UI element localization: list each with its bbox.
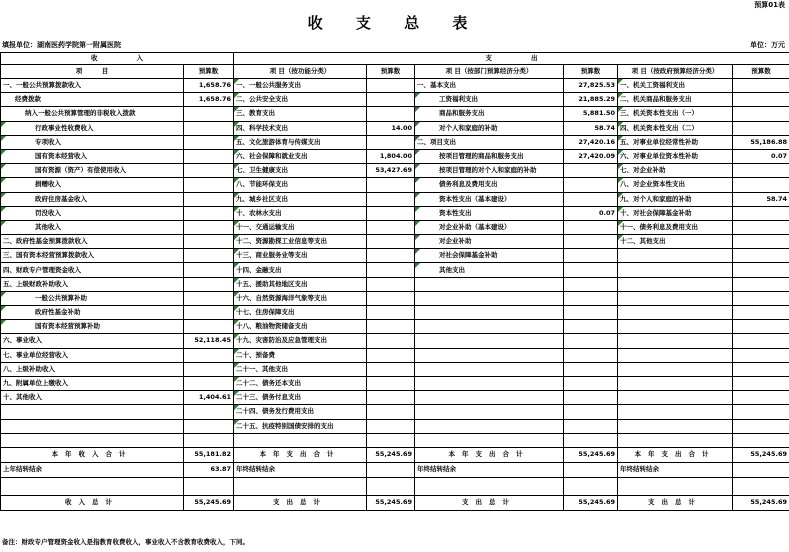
dept-item (415, 306, 564, 320)
income-item: 七、事业单位经营收入 (1, 348, 184, 362)
func-item: 十二、资源勘探工业信息等支出 (234, 235, 367, 249)
income-item: 国有资源（资产）有偿使用收入 (1, 164, 184, 178)
gov-budget (733, 334, 789, 348)
table-row (1, 135, 789, 149)
func-budget (367, 220, 415, 234)
income-budget (184, 178, 234, 192)
col-budget-dept: 预算数 (564, 65, 618, 79)
income-budget (184, 419, 234, 433)
func-item: 十五、援助其他地区支出 (234, 277, 367, 291)
dept-item (415, 419, 564, 433)
gov-item: 十一、债务利息及费用支出 (618, 220, 733, 234)
table-row (1, 164, 789, 178)
dept-item (415, 391, 564, 405)
dept-budget (564, 433, 618, 447)
table-row (1, 362, 789, 376)
income-budget (184, 291, 234, 305)
table-row (1, 235, 789, 249)
func-budget (367, 79, 415, 93)
gov-budget (733, 291, 789, 305)
expense-total-label-3: 支出总计 (618, 495, 733, 510)
func-budget (367, 192, 415, 206)
year-income-value: 55,181.82 (184, 447, 234, 462)
dept-budget (564, 376, 618, 390)
col-budget-gov: 预算数 (733, 65, 789, 79)
income-budget (184, 320, 234, 334)
income-budget (184, 433, 234, 447)
income-item: 八、上级补助收入 (1, 362, 184, 376)
reporting-unit: 填报单位：湖南医药学院第一附属医院 (2, 41, 121, 49)
income-budget (184, 107, 234, 121)
gov-budget (733, 277, 789, 291)
expense-total-value-2: 55,245.69 (564, 495, 618, 510)
table-row (1, 334, 789, 348)
func-item: 三、教育支出 (234, 107, 367, 121)
func-item: 四、科学技术支出 (234, 121, 367, 135)
table-row (1, 220, 789, 234)
dept-budget (564, 277, 618, 291)
gov-item: 一、机关工资福利支出 (618, 79, 733, 93)
dept-budget (564, 164, 618, 178)
dept-item: 资本性支出 (415, 206, 564, 220)
year-total-row (1, 447, 789, 462)
gov-item: 十二、其他支出 (618, 235, 733, 249)
table-row (1, 419, 789, 433)
table-row (1, 348, 789, 362)
income-item: 四、财政专户管理资金收入 (1, 263, 184, 277)
func-item: 二十二、债务还本支出 (234, 376, 367, 390)
func-budget (367, 391, 415, 405)
income-budget (184, 192, 234, 206)
income-item: 其他收入 (1, 220, 184, 234)
income-budget (184, 220, 234, 234)
year-expense-label-2: 本年支出合计 (415, 447, 564, 462)
func-budget (367, 291, 415, 305)
year-expense-value-2: 55,245.69 (564, 447, 618, 462)
dept-budget (564, 178, 618, 192)
table-row (1, 263, 789, 277)
income-item: 一般公共预算补助 (1, 291, 184, 305)
dept-item (415, 277, 564, 291)
gov-item (618, 249, 733, 263)
income-item: 罚没收入 (1, 206, 184, 220)
func-budget (367, 93, 415, 107)
col-item: 项 目 (1, 65, 184, 79)
gov-budget (733, 178, 789, 192)
func-budget (367, 263, 415, 277)
dept-budget (564, 220, 618, 234)
dept-budget (564, 391, 618, 405)
func-budget (367, 405, 415, 419)
col-func-item: 项 目（按功能分类） (234, 65, 367, 79)
gov-budget (733, 391, 789, 405)
func-budget (367, 334, 415, 348)
income-item: 十、其他收入 (1, 391, 184, 405)
gov-budget (733, 235, 789, 249)
expense-header: 支 出 (234, 53, 789, 65)
income-budget: 1,404.61 (184, 391, 234, 405)
gov-budget (733, 405, 789, 419)
table-row (1, 93, 789, 107)
income-item: 二、政府性基金预算拨款收入 (1, 235, 184, 249)
dept-item (415, 433, 564, 447)
income-budget (184, 348, 234, 362)
dept-budget (564, 405, 618, 419)
dept-budget (564, 348, 618, 362)
gov-item (618, 433, 733, 447)
func-item: 十八、粮油物资储备支出 (234, 320, 367, 334)
income-item: 三、国有资本经营预算拨款收入 (1, 249, 184, 263)
gov-budget: 55,186.88 (733, 135, 789, 149)
func-item: 十三、商业服务业等支出 (234, 249, 367, 263)
income-budget: 1,658.76 (184, 93, 234, 107)
table-row (1, 391, 789, 405)
income-budget (184, 235, 234, 249)
carry-in-label: 上年结转结余 (1, 462, 184, 477)
func-budget (367, 178, 415, 192)
income-budget (184, 249, 234, 263)
income-item (1, 433, 184, 447)
gov-budget: 58.74 (733, 192, 789, 206)
func-budget: 14.00 (367, 121, 415, 135)
table-row (1, 192, 789, 206)
dept-budget: 27,420.16 (564, 135, 618, 149)
func-budget (367, 376, 415, 390)
dept-item: 按项目管理的商品和服务支出 (415, 149, 564, 163)
gov-item (618, 348, 733, 362)
func-budget (367, 206, 415, 220)
form-code: 预算01表 (754, 1, 785, 9)
dept-item: 其他支出 (415, 263, 564, 277)
dept-budget (564, 192, 618, 206)
dept-budget (564, 263, 618, 277)
dept-budget: 21,885.29 (564, 93, 618, 107)
table-row (1, 405, 789, 419)
gov-budget (733, 164, 789, 178)
table-row (1, 433, 789, 447)
dept-budget: 27,825.53 (564, 79, 618, 93)
income-budget: 1,658.76 (184, 79, 234, 93)
gov-budget (733, 206, 789, 220)
year-expense-value-3: 55,245.69 (733, 447, 789, 462)
gov-item (618, 291, 733, 305)
col-dept-item: 项 目（按部门预算经济分类） (415, 65, 564, 79)
gov-item: 三、机关资本性支出（一） (618, 107, 733, 121)
func-item: 十六、自然资源海洋气象等支出 (234, 291, 367, 305)
func-item: 十一、交通运输支出 (234, 220, 367, 234)
carry-out-label-1: 年终结转结余 (234, 462, 367, 477)
income-item: 政府性基金补助 (1, 306, 184, 320)
table-row (1, 249, 789, 263)
func-item: 十九、灾害防治及应急管理支出 (234, 334, 367, 348)
income-total-value: 55,245.69 (184, 495, 234, 510)
dept-budget (564, 306, 618, 320)
table-row (1, 306, 789, 320)
col-budget-income: 预算数 (184, 65, 234, 79)
dept-budget (564, 334, 618, 348)
dept-item: 对企业补助（基本建设） (415, 220, 564, 234)
income-item: 九、附属单位上缴收入 (1, 376, 184, 390)
expense-total-value-3: 55,245.69 (733, 495, 789, 510)
dept-budget: 58.74 (564, 121, 618, 135)
dept-item: 资本性支出（基本建设） (415, 192, 564, 206)
func-item: 二十一、其他支出 (234, 362, 367, 376)
income-item: 国有资本经营收入 (1, 149, 184, 163)
func-item: 二十、预备费 (234, 348, 367, 362)
func-item (234, 433, 367, 447)
func-budget (367, 306, 415, 320)
dept-budget (564, 249, 618, 263)
year-expense-value-1: 55,245.69 (367, 447, 415, 462)
income-budget (184, 164, 234, 178)
table-row (1, 206, 789, 220)
gov-item (618, 405, 733, 419)
func-item: 二十四、债务发行费用支出 (234, 405, 367, 419)
dept-item (415, 320, 564, 334)
dept-item: 一、基本支出 (415, 79, 564, 93)
gov-budget (733, 107, 789, 121)
table-row (1, 107, 789, 121)
income-item (1, 419, 184, 433)
income-item: 行政事业性收费收入 (1, 121, 184, 135)
carry-out-label-2: 年终结转结余 (415, 462, 564, 477)
income-item: 捐赠收入 (1, 178, 184, 192)
income-total-label: 收入总计 (1, 495, 184, 510)
dept-item (415, 376, 564, 390)
gov-item (618, 362, 733, 376)
expense-total-value-1: 55,245.69 (367, 495, 415, 510)
page-title: 收 支 总 表 (307, 14, 482, 32)
gov-item: 二、机关商品和服务支出 (618, 93, 733, 107)
income-item: 专项收入 (1, 135, 184, 149)
gov-budget (733, 348, 789, 362)
func-budget (367, 277, 415, 291)
income-item: 经费拨款 (1, 93, 184, 107)
income-budget (184, 277, 234, 291)
carry-in-value: 63.87 (184, 462, 234, 477)
income-budget (184, 263, 234, 277)
func-item: 二十三、债务付息支出 (234, 391, 367, 405)
gov-item (618, 320, 733, 334)
dept-item: 对个人和家庭的补助 (415, 121, 564, 135)
gov-item: 十、对社会保障基金补助 (618, 206, 733, 220)
func-item: 十七、住房保障支出 (234, 306, 367, 320)
func-budget (367, 235, 415, 249)
table-row (1, 291, 789, 305)
table-row (1, 277, 789, 291)
func-budget: 1,804.00 (367, 149, 415, 163)
header-row-columns (1, 65, 789, 79)
gov-budget (733, 93, 789, 107)
table-row (1, 149, 789, 163)
col-gov-item: 项 目（按政府预算经济分类） (618, 65, 733, 79)
income-budget (184, 149, 234, 163)
dept-budget (564, 320, 618, 334)
dept-budget: 5,881.50 (564, 107, 618, 121)
gov-budget (733, 249, 789, 263)
dept-item: 债务利息及费用支出 (415, 178, 564, 192)
dept-budget: 27,420.09 (564, 149, 618, 163)
income-budget (184, 135, 234, 149)
dept-item: 按项目管理的对个人和家庭的补助 (415, 164, 564, 178)
income-item (1, 405, 184, 419)
dept-item (415, 362, 564, 376)
table-row (1, 121, 789, 135)
dept-item: 商品和服务支出 (415, 107, 564, 121)
income-header: 收 入 (1, 53, 234, 65)
gov-budget (733, 433, 789, 447)
dept-item (415, 405, 564, 419)
year-income-label: 本年收入合计 (1, 447, 184, 462)
dept-budget (564, 291, 618, 305)
func-budget (367, 348, 415, 362)
col-budget-func: 预算数 (367, 65, 415, 79)
dept-item: 对社会保障基金补助 (415, 249, 564, 263)
func-item: 二、公共安全支出 (234, 93, 367, 107)
gov-item (618, 263, 733, 277)
income-budget (184, 405, 234, 419)
gov-budget (733, 419, 789, 433)
income-budget (184, 362, 234, 376)
func-budget (367, 135, 415, 149)
func-item: 一、一般公共服务支出 (234, 79, 367, 93)
expense-total-label-2: 支出总计 (415, 495, 564, 510)
table-row (1, 376, 789, 390)
func-budget (367, 433, 415, 447)
gov-budget: 0.07 (733, 149, 789, 163)
income-item: 国有资本经营预算补助 (1, 320, 184, 334)
gov-budget (733, 306, 789, 320)
year-expense-label-1: 本年支出合计 (234, 447, 367, 462)
footnote: 备注：财政专户管理资金收入是指教育收费收入，事业收入不含教育收费收入，下同。 (2, 538, 249, 546)
grand-total-row (1, 495, 789, 510)
budget-summary-table (0, 52, 789, 511)
gov-budget (733, 376, 789, 390)
gov-item: 四、机关资本性支出（二） (618, 121, 733, 135)
dept-item: 对企业补助 (415, 235, 564, 249)
dept-item: 二、项目支出 (415, 135, 564, 149)
func-item: 五、文化旅游体育与传媒支出 (234, 135, 367, 149)
func-item: 七、卫生健康支出 (234, 164, 367, 178)
income-item: 六、事业收入 (1, 334, 184, 348)
income-budget (184, 121, 234, 135)
income-item: 五、上级财政补助收入 (1, 277, 184, 291)
dept-budget (564, 362, 618, 376)
func-item: 九、城乡社区支出 (234, 192, 367, 206)
func-item: 六、社会保障和就业支出 (234, 149, 367, 163)
gov-budget (733, 320, 789, 334)
func-item: 十、农林水支出 (234, 206, 367, 220)
gov-budget (733, 362, 789, 376)
gov-budget (733, 263, 789, 277)
table-row (1, 320, 789, 334)
gov-item (618, 376, 733, 390)
gov-budget (733, 220, 789, 234)
currency-unit: 单位：万元 (750, 41, 785, 49)
gov-item: 六、对事业单位资本性补助 (618, 149, 733, 163)
table-row (1, 178, 789, 192)
func-budget (367, 320, 415, 334)
dept-budget (564, 419, 618, 433)
carry-out-label-3: 年终结转结余 (618, 462, 733, 477)
func-budget (367, 249, 415, 263)
header-row-groups (1, 53, 789, 65)
func-budget (367, 419, 415, 433)
spacer-row (1, 477, 789, 495)
income-item: 政府住房基金收入 (1, 192, 184, 206)
year-expense-label-3: 本年支出合计 (618, 447, 733, 462)
table-row (1, 79, 789, 93)
income-item: 纳入一般公共预算管理的非税收入拨款 (1, 107, 184, 121)
func-item: 十四、金融支出 (234, 263, 367, 277)
dept-budget: 0.07 (564, 206, 618, 220)
gov-item: 九、对个人和家庭的补助 (618, 192, 733, 206)
dept-item: 工资福利支出 (415, 93, 564, 107)
gov-item (618, 391, 733, 405)
func-budget: 53,427.69 (367, 164, 415, 178)
func-budget (367, 107, 415, 121)
gov-item (618, 277, 733, 291)
func-item: 八、节能环保支出 (234, 178, 367, 192)
carry-over-row (1, 462, 789, 477)
income-budget (184, 376, 234, 390)
dept-item (415, 291, 564, 305)
income-item: 一、一般公共预算拨款收入 (1, 79, 184, 93)
income-budget (184, 206, 234, 220)
gov-item: 五、对事业单位经常性补助 (618, 135, 733, 149)
income-budget: 52,118.45 (184, 334, 234, 348)
expense-total-label-1: 支出总计 (234, 495, 367, 510)
gov-budget (733, 121, 789, 135)
dept-item (415, 348, 564, 362)
income-budget (184, 306, 234, 320)
gov-item: 八、对企业资本性支出 (618, 178, 733, 192)
gov-budget (733, 79, 789, 93)
gov-item (618, 306, 733, 320)
gov-item: 七、对企业补助 (618, 164, 733, 178)
dept-budget (564, 235, 618, 249)
func-budget (367, 362, 415, 376)
func-item: 二十五、抗疫特别国债安排的支出 (234, 419, 367, 433)
dept-item (415, 334, 564, 348)
gov-item (618, 419, 733, 433)
gov-item (618, 334, 733, 348)
